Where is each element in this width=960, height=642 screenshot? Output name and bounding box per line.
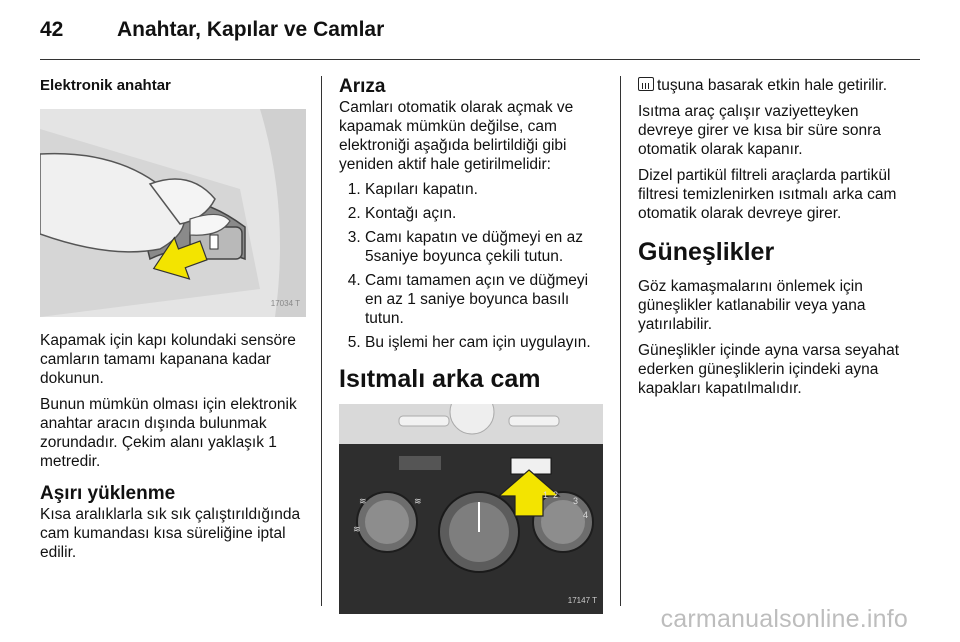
list-item: 2. Kontağı açın. <box>365 204 605 223</box>
list-item: 3. Camı kapatın ve düğmeyi en az 5saniye boyunca çekili tutun. <box>365 228 605 266</box>
figure-code: 17034 T <box>270 299 300 308</box>
climate-panel-illustration <box>339 404 603 614</box>
page-title: Anahtar, Kapılar ve Camlar <box>117 18 385 41</box>
page-number: 42 <box>40 18 64 41</box>
watermark: carmanualsonline.info <box>660 605 908 633</box>
column-1 <box>40 76 306 569</box>
paragraph: Bunun mümkün olması için elektronik anahtar aracın dışında bulunmak zorundadır. Çekim alanı yaklaşık 1 metredir. <box>40 396 297 470</box>
paragraph: Camları otomatik olarak açmak ve kapamak mümkün değilse, cam elektroniği aşağıda belirtildiği gibi yeniden aktif hale getirilmelidir: <box>339 99 574 173</box>
dial-mark: 2 <box>553 490 559 500</box>
svg-text:≋: ≋ <box>353 524 361 534</box>
list-item: 1. Kapıları kapatın. <box>365 180 605 199</box>
dial-mark: 1 <box>543 490 549 500</box>
column-2 <box>339 76 605 614</box>
steps-list <box>339 180 605 352</box>
paragraph: Güneşlikler içinde ayna varsa seyahat ederken güneşliklerin içindeki ayna kapakları kapatılmalıdır. <box>638 342 900 397</box>
dial-mark: 4 <box>583 510 589 520</box>
svg-text:≋: ≋ <box>414 496 422 506</box>
section-heading-overload: Aşırı yüklenme <box>40 483 176 504</box>
header-divider <box>40 59 920 60</box>
column-divider-2 <box>620 76 621 606</box>
paragraph: Dizel partikül filtreli araçlarda partikül filtresi temizlenirken ısıtmalı arka cam otomatik olarak devreye girer. <box>638 167 897 222</box>
column-divider-1 <box>321 76 322 606</box>
section-heading-fault: Arıza <box>339 76 386 97</box>
figure-door-handle <box>40 109 306 317</box>
section-heading-electronic-key: Elektronik anahtar <box>40 77 171 94</box>
column-3 <box>638 76 908 405</box>
section-heading-heated-rear-window: Isıtmalı arka cam <box>339 365 541 393</box>
paragraph: Göz kamaşmalarını önlemek için güneşlikler katlanabilir veya yana yatırılabilir. <box>638 278 866 333</box>
rear-window-heater-icon <box>638 77 654 91</box>
list-item: 5. Bu işlemi her cam için uygulayın. <box>365 333 605 352</box>
door-handle-illustration <box>40 109 306 317</box>
figure-code: 17147 T <box>567 596 597 605</box>
figure-climate-panel <box>339 404 603 614</box>
paragraph: Isıtma araç çalışır vaziyetteyken devreye girer ve kısa bir süre sonra otomatik olarak kapanır. <box>638 103 881 158</box>
dial-mark: 3 <box>573 496 579 506</box>
section-heading-sun-visors: Güneşlikler <box>638 238 775 266</box>
list-item: 4. Camı tamamen açın ve düğmeyi en az 1 saniye boyunca basılı tutun. <box>365 271 605 328</box>
paragraph: Kapamak için kapı kolundaki sensöre camların tamamı kapanana kadar dokunun. <box>40 332 296 387</box>
paragraph: Kısa aralıklarla sık sık çalıştırıldığında cam kumandası kısa süreliğine iptal edilir. <box>40 506 301 561</box>
paragraph: tuşuna basarak etkin hale getirilir. <box>657 77 888 94</box>
svg-text:≋: ≋ <box>359 496 367 506</box>
